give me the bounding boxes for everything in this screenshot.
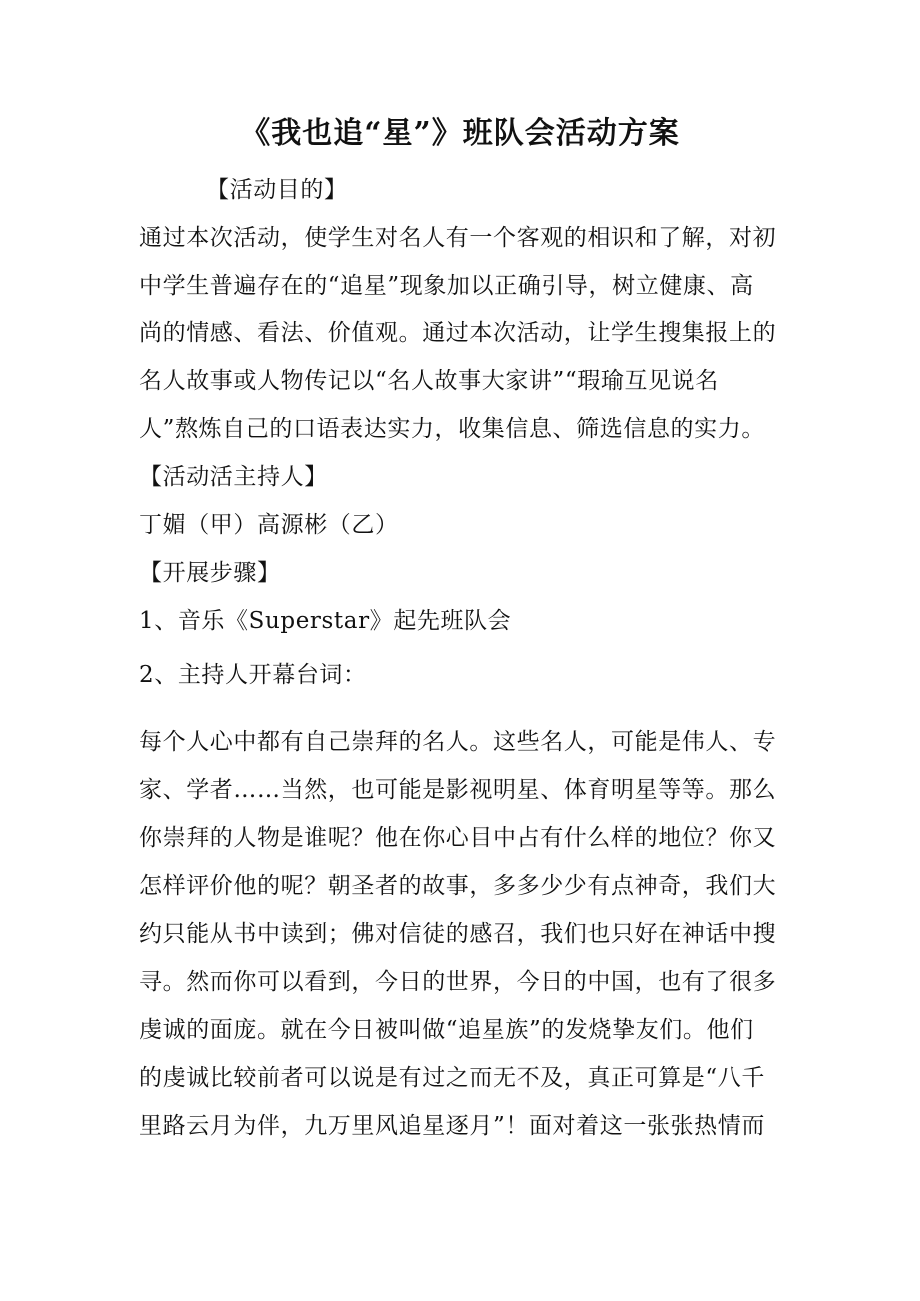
- speech-line: 每个人心中都有自己崇拜的名人。这些名人，可能是伟人、专: [139, 729, 777, 755]
- step-1: 1、音乐《Superstar》起先班队会: [139, 608, 512, 634]
- host-heading: 【活动活主持人】: [139, 464, 328, 490]
- steps-heading: 【开展步骤】: [139, 560, 281, 586]
- purpose-heading: 【活动目的】: [206, 177, 348, 203]
- step-2: 2、主持人开幕台词：: [139, 662, 367, 688]
- purpose-line: 通过本次活动，使学生对名人有一个客观的相识和了解，对初: [139, 225, 777, 251]
- speech-line: 寻。然而你可以看到，今日的世界，今日的中国，也有了很多: [139, 969, 777, 995]
- purpose-line: 人”熬炼自己的口语表达实力，收集信息、筛选信息的实力。: [139, 416, 765, 442]
- speech-line: 里路云月为伴，九万里风追星逐月”！面对着这一张张热情而: [139, 1113, 765, 1139]
- speech-line: 约只能从书中读到；佛对信徒的感召，我们也只好在神话中搜: [139, 921, 777, 947]
- document-title: 《我也追“星”》班队会活动方案: [240, 116, 680, 151]
- speech-line: 怎样评价他的呢？朝圣者的故事，多多少少有点神奇，我们大: [139, 873, 777, 899]
- speech-line: 家、学者……当然，也可能是影视明星、体育明星等等。那么: [139, 777, 777, 803]
- speech-line: 你崇拜的人物是谁呢？他在你心目中占有什么样的地位？你又: [139, 825, 777, 851]
- hosts-text: 丁媚（甲）高源彬（乙）: [139, 512, 399, 538]
- purpose-line: 中学生普遍存在的“追星”现象加以正确引导，树立健康、高: [139, 273, 754, 299]
- purpose-line: 尚的情感、看法、价值观。通过本次活动，让学生搜集报上的: [139, 320, 777, 346]
- speech-line: 虔诚的面庞。就在今日被叫做“追星族”的发烧挚友们。他们: [139, 1017, 754, 1043]
- purpose-line: 名人故事或人物传记以“名人故事大家讲”“瑕瑜互见说名: [139, 368, 719, 394]
- speech-line: 的虔诚比较前者可以说是有过之而无不及，真正可算是“八千: [139, 1065, 765, 1091]
